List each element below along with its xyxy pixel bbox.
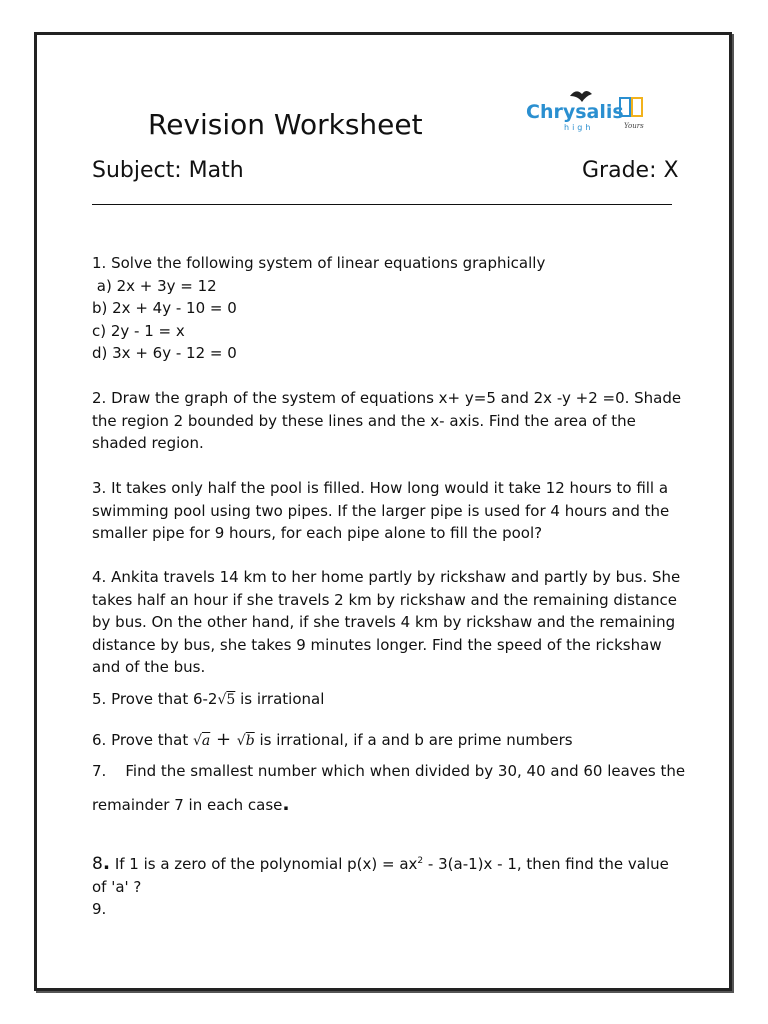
sqrt-symbol: √5	[217, 692, 236, 708]
question-6-radicand-b: b	[245, 733, 255, 749]
question-6-radicand-a: a	[201, 733, 211, 749]
question-1-part-b: b) 2x + 4y - 10 = 0	[92, 299, 237, 317]
question-2	[92, 387, 682, 455]
subject-label: Subject: Math	[92, 158, 244, 183]
question-8	[92, 850, 682, 898]
question-7-line2: remainder 7 in each case	[92, 795, 283, 814]
question-6-suffix: is irrational, if a and b are prime numbers	[254, 731, 573, 749]
worksheet-title: Revision Worksheet	[148, 108, 423, 141]
question-6-plus: +	[210, 729, 237, 750]
question-5	[92, 688, 682, 712]
question-3	[92, 477, 682, 545]
grade-label: Grade: X	[582, 158, 679, 183]
sqrt-symbol: √a	[192, 733, 211, 749]
question-1-part-c: c) 2y - 1 = x	[92, 321, 185, 340]
sqrt-symbol: √b	[236, 733, 255, 749]
question-4	[92, 566, 682, 679]
question-5-suffix: is irrational	[235, 690, 325, 708]
question-8-suffix: - 3(a-1)x - 1, then find the value of 'a' ?	[92, 855, 669, 896]
svg-text:high: high	[564, 123, 594, 132]
question-1	[92, 252, 682, 365]
svg-text:Yours: Yours	[624, 122, 644, 130]
question-7-line2-wrap	[92, 793, 682, 817]
question-1-text: 1. Solve the following system of linear equations graphically	[92, 254, 546, 272]
question-8-dot: .	[102, 852, 111, 874]
question-5-radicand: 5	[226, 692, 236, 708]
chrysalis-logo	[524, 88, 654, 134]
question-5-prefix: 5. Prove that 6-2	[92, 690, 218, 708]
question-9-text: 9.	[92, 900, 107, 918]
question-6-prefix: 6. Prove that	[92, 731, 193, 749]
question-2-text: 2. Draw the graph of the system of equations x+ y=5 and 2x -y +2 =0. Shade the region 2 bounded by these lines and the x- axis. Find the area of the shaded region.	[92, 389, 682, 452]
question-9	[92, 898, 682, 921]
question-8-number: 8	[92, 854, 103, 874]
question-7	[92, 760, 686, 816]
svg-text:Chrysalis: Chrysalis	[526, 101, 624, 123]
question-6	[92, 729, 682, 753]
question-8-exponent: 2	[417, 856, 424, 866]
question-4-text: 4. Ankita travels 14 km to her home partly by rickshaw and partly by bus. She takes half an hour if she travels 2 km by rickshaw and the remaining distance by bus. On the other hand, if she travels 4 km by rickshaw and the remaining distance by bus, she takes 9 minutes longer. Find the speed of the rickshaw and of the bus.	[92, 568, 681, 676]
question-1-part-a: a) 2x + 3y = 12	[92, 276, 217, 295]
header-divider	[92, 204, 672, 205]
question-7-line1: 7. Find the smallest number which when divided by 30, 40 and 60 leaves the	[92, 762, 686, 780]
question-3-text: 3. It takes only half the pool is filled. How long would it take 12 hours to fill a swimming pool using two pipes. If the larger pipe is used for 4 hours and the smaller pipe for 9 hours, for each pipe alone to fill the pool?	[92, 479, 670, 542]
question-8-prefix: If 1 is a zero of the polynomial p(x) = ax	[110, 855, 418, 873]
question-1-part-d: d) 3x + 6y - 12 = 0	[92, 344, 237, 362]
question-7-period: .	[282, 792, 290, 815]
